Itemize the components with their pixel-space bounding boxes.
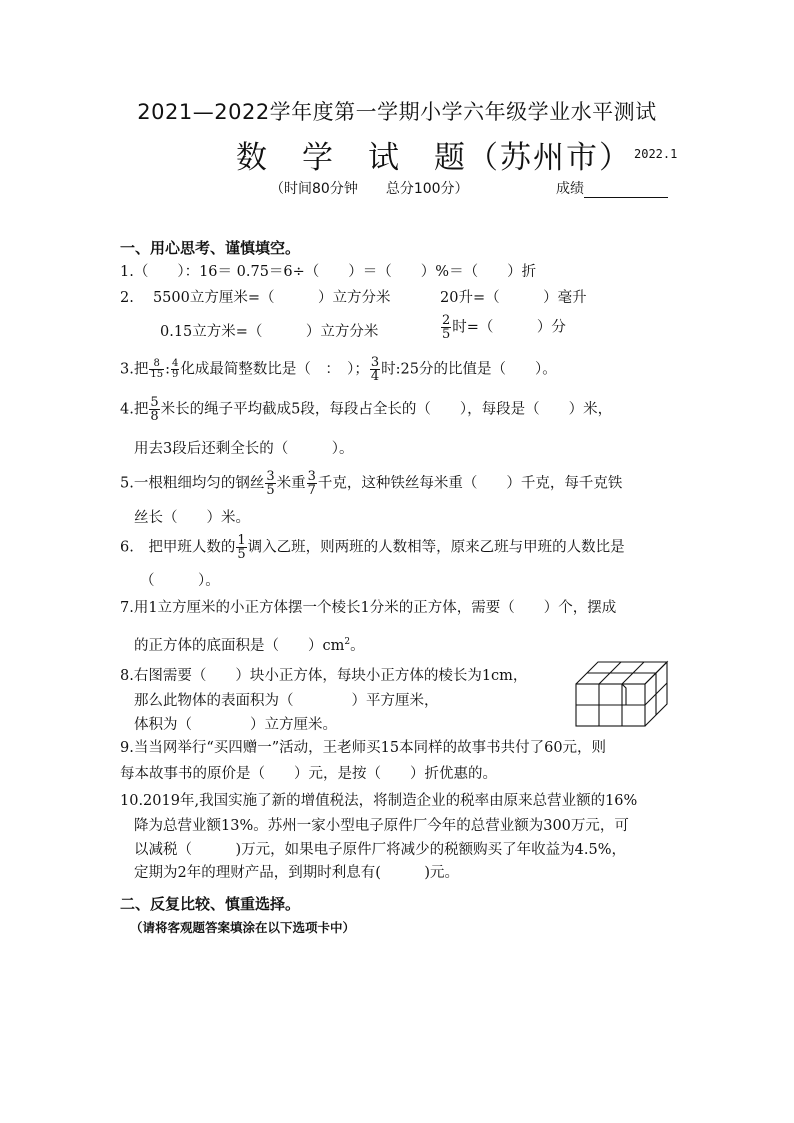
question-6-line-1: 6. 把甲班人数的 $\frac{1}{5}$ 调入乙班，则两班的人数相等，原来乙班与甲班的人数比是 (120, 533, 625, 562)
question-8-line-3: 体积为（ ）立方厘米。 (134, 717, 337, 733)
fraction-8-15: $\frac{8}{15}$ (150, 358, 164, 380)
time-and-score-info: （时间80分钟 总分100分） (270, 181, 469, 197)
question-10-line-2: 降为总营业额13%。苏州一家小型电子原件厂今年的总营业额为300万元，可 (134, 818, 629, 834)
exam-title: 2021—2022学年度第一学期小学六年级学业水平测试 (137, 100, 657, 124)
fraction-3-4: $\frac{3}{4}$ (370, 355, 380, 384)
fraction-5-8: $\frac{5}{8}$ (150, 395, 159, 424)
score-field[interactable] (556, 178, 668, 198)
question-4-line-1: 4.把 $\frac{5}{8}$ 米长的绳子平均截成5段，每段占全长的（ ），每段是（ ）米， (120, 395, 613, 424)
subject-title: 数 学 试 题（苏州市） (236, 140, 632, 176)
question-8-line-2: 那么此物体的表面积为（ ）平方厘米， (134, 693, 439, 709)
question-10-line-3: 以减税（ )万元，如果电子原件厂将减少的税额购买了年收益为4.5%， (134, 842, 626, 858)
section-1-heading: 一、用心思考、谨慎填空。 (120, 239, 301, 257)
fraction-2-5: $\frac{2}{5}$ (442, 313, 451, 342)
score-label: 成绩 (556, 181, 584, 197)
fraction-4-9: $\frac{4}{9}$ (171, 358, 179, 380)
section-2-note: （请将客观题答案填涂在以下选项卡中） (130, 920, 356, 935)
question-4-line-2: 用去3段后还剩全长的（ ）。 (134, 441, 354, 457)
section-2-heading: 二、反复比较、慎重选择。 (120, 895, 301, 913)
fraction-3-5: $\frac{3}{5}$ (266, 469, 275, 498)
score-blank[interactable] (584, 182, 668, 198)
question-10-line-1: 10.2019年,我国实施了新的增值税法，将制造企业的税率由原来总营业额的16% (120, 793, 638, 809)
question-5-line-1: 5.一根粗细均匀的钢丝 $\frac{3}{5}$ 米重 $\frac{3}{7}$ 千克，这种铁丝每米重（ ）千克，每千克铁 (120, 469, 623, 498)
fraction-3-7: $\frac{3}{7}$ (307, 469, 316, 498)
cube-stack-figure (574, 660, 669, 728)
question-3: 3.把 $\frac{8}{15}$ : $\frac{4}{9}$ 化成最简整数比是（ ： ）； $\frac{3}{4}$ 时:25分的比值是（ ）。 (120, 355, 557, 384)
question-8-line-1: 8.右图需要（ ）块小正方体，每块小正方体的棱长为1cm， (120, 668, 528, 684)
question-7-line-2: 的正方体的底面积是（ ）$cm^2$。 (134, 637, 365, 654)
question-1: 1.（ ）：16＝ 0.75＝6÷（ ）＝（ ）%＝（ ）折 (120, 264, 537, 280)
question-5-line-2: 丝长（ ）米。 (134, 510, 250, 526)
question-2-line-2a: 0.15立方米=（ ）立方分米 (160, 324, 379, 340)
fraction-1-5: $\frac{1}{5}$ (237, 533, 246, 562)
exam-date: 2022.1 (634, 147, 678, 161)
question-9-line-1: 9.当当网举行“买四赠一”活动，王老师买15本同样的故事书共付了60元，则 (120, 740, 607, 756)
question-7-line-1: 7.用1立方厘米的小正方体摆一个棱长1分米的正方体，需要（ ）个，摆成 (120, 600, 617, 616)
question-10-line-4: 定期为2年的理财产品，到期时利息有( )元。 (134, 865, 460, 881)
question-2-line-2b: $\frac{2}{5}$ 时=（ ）分 (442, 313, 566, 342)
question-2-line-1a: 2. 5500立方厘米=（ ）立方分米 (120, 290, 391, 306)
question-6-line-2: （ ）。 (140, 573, 220, 589)
question-2-line-1b: 20升=（ ）毫升 (440, 290, 587, 306)
question-9-line-2: 每本故事书的原价是（ ）元，是按（ ）折优惠的。 (120, 766, 497, 782)
